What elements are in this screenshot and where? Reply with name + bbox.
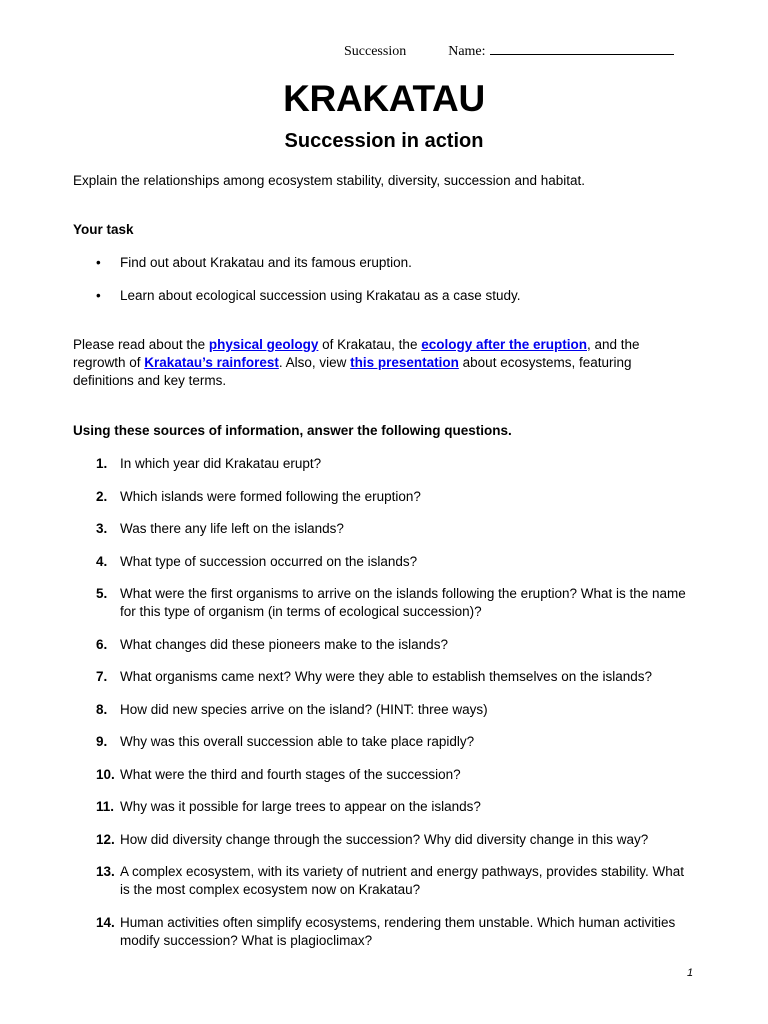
physical-geology-link[interactable]: physical geology: [208, 337, 319, 352]
question-text: A complex ecosystem, with its variety of nutrient and energy pathways, provides stability. What is the most complex ecosystem now on Krakatau?: [120, 864, 685, 897]
page-header: [344, 42, 674, 60]
question-text: Human activities often simplify ecosystems, rendering them unstable. Which human activities modify succession? What is plagioclimax?: [120, 914, 676, 948]
question-number: 14.: [96, 914, 115, 930]
question-number: 11.: [96, 799, 115, 814]
question-text: Why was this overall succession able to take place rapidly?: [120, 734, 475, 749]
question-item: [73, 914, 693, 950]
question-text: In which year did Krakatau erupt?: [120, 456, 322, 471]
question-item: [73, 733, 693, 751]
question-number: 10.: [96, 766, 115, 782]
krakatau-rainforest-link[interactable]: Krakatau’s rainforest: [144, 355, 279, 370]
header-topic: Succession: [344, 44, 407, 59]
question-number: 2.: [96, 488, 108, 504]
ecology-after-eruption-link[interactable]: ecology after the eruption: [421, 337, 587, 352]
question-number: 9.: [96, 734, 108, 749]
question-text: What organisms came next? Why were they able to establish themselves on the islands?: [120, 669, 653, 684]
question-item: [73, 488, 693, 506]
question-number: 1.: [96, 456, 108, 471]
question-number: 13.: [96, 864, 115, 879]
question-text: How did new species arrive on the island? (HINT: three ways): [120, 701, 488, 717]
reading-text: of Krakatau, the: [318, 337, 422, 352]
question-number: 7.: [96, 669, 108, 684]
reading-text: Please read about the: [73, 337, 209, 352]
page-subtitle: Succession in action: [284, 130, 484, 152]
reading-text: about ecosystems, featuring definitions and key terms.: [73, 355, 632, 388]
bullet-glyph: •: [96, 255, 101, 270]
intro-paragraph: Explain the relationships among ecosystem stability, diversity, succession and habitat.: [73, 173, 586, 188]
question-number: 8.: [96, 701, 108, 717]
question-number: 3.: [96, 521, 108, 536]
name-blank-line: [490, 42, 674, 55]
question-item: [73, 636, 693, 654]
name-label: Name:: [448, 44, 486, 59]
list-item: [73, 254, 693, 272]
question-item: [73, 455, 693, 473]
question-text: Was there any life left on the islands?: [120, 521, 344, 536]
question-item: [73, 863, 693, 899]
task-list: [73, 254, 693, 320]
question-text: How did diversity change through the succession? Why did diversity change in this way?: [120, 831, 649, 847]
question-item: [73, 831, 693, 849]
list-item: [73, 287, 693, 305]
question-text: What were the third and fourth stages of the succession?: [120, 766, 461, 782]
question-text: What were the first organisms to arrive on the islands following the eruption? What is the name for this type of organism (in terms of ecological succession)?: [120, 586, 686, 619]
presentation-link[interactable]: this presentation: [350, 355, 459, 370]
question-item: [73, 553, 693, 571]
question-item: [73, 520, 693, 538]
questions-list: [73, 455, 693, 964]
question-item: [73, 701, 693, 719]
question-number: 4.: [96, 553, 108, 569]
question-item: [73, 585, 693, 621]
question-text: Why was it possible for large trees to appear on the islands?: [120, 799, 481, 814]
question-item: [73, 668, 693, 686]
question-text: What changes did these pioneers make to the islands?: [120, 636, 448, 652]
question-text: Which islands were formed following the eruption?: [120, 488, 421, 504]
reading-text: , and the regrowth of: [73, 337, 640, 370]
question-number: 12.: [96, 831, 115, 847]
question-item: [73, 766, 693, 784]
page-number: 1: [687, 967, 694, 979]
question-number: 6.: [96, 636, 108, 652]
bullet-glyph: •: [96, 288, 101, 303]
page-title: KRAKATAU: [283, 78, 485, 119]
question-number: 5.: [96, 586, 108, 601]
reading-paragraph: [73, 336, 693, 390]
task-item-text: Learn about ecological succession using Krakatau as a case study.: [120, 288, 521, 303]
questions-heading: Using these sources of information, answer the following questions.: [73, 423, 512, 438]
reading-text: . Also, view: [278, 355, 351, 370]
task-item-text: Find out about Krakatau and its famous eruption.: [120, 255, 412, 270]
question-item: [73, 798, 693, 816]
question-text: What type of succession occurred on the islands?: [120, 553, 418, 569]
task-heading: Your task: [73, 222, 134, 237]
